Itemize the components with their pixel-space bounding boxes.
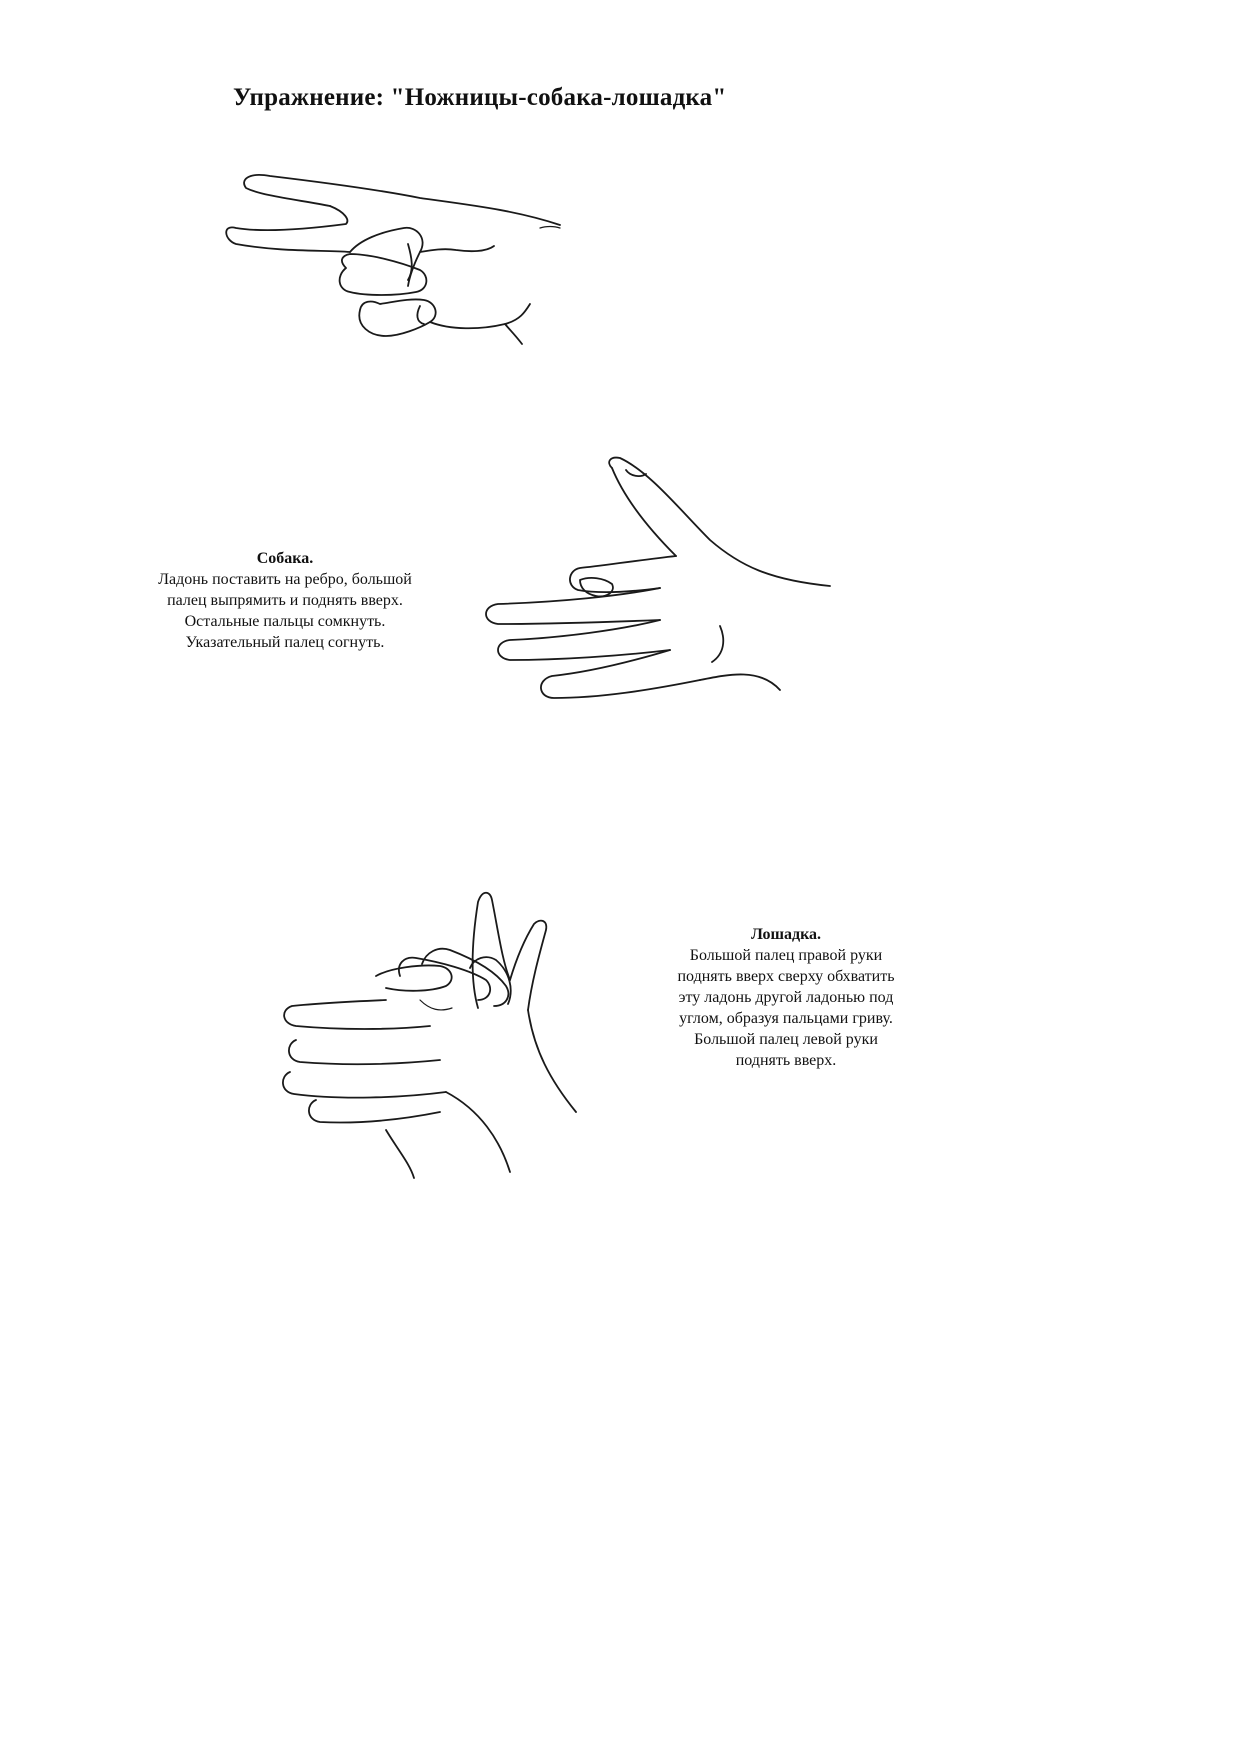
horse-line: эту ладонь другой ладонью под: [678, 989, 894, 1006]
horse-heading: Лошадка.: [750, 926, 822, 943]
horse-line: углом, образуя пальцами гриву.: [679, 1010, 893, 1027]
dog-line: Остальные пальцы сомкнуть.: [184, 613, 386, 630]
horse-hands-illustration: [283, 893, 576, 1178]
horse-line: Большой палец левой руки: [694, 1031, 878, 1048]
dog-line: Ладонь поставить на ребро, большой: [158, 571, 412, 588]
dog-line: палец выпрямить и поднять вверх.: [167, 592, 403, 609]
horse-line: Большой палец правой руки: [689, 947, 883, 964]
dog-line: Указательный палец согнуть.: [185, 634, 385, 651]
dog-hand-illustration: [486, 458, 830, 698]
page-title: Упражнение: "Ножницы-собака-лошадка": [233, 84, 727, 111]
scissors-hand-illustration: [226, 175, 560, 344]
horse-line: поднять вверх.: [735, 1052, 837, 1069]
horse-line: поднять вверх сверху обхватить: [677, 968, 895, 985]
dog-caption: [120, 548, 450, 653]
dog-heading: Собака.: [256, 550, 314, 567]
horse-caption: [646, 924, 926, 1071]
